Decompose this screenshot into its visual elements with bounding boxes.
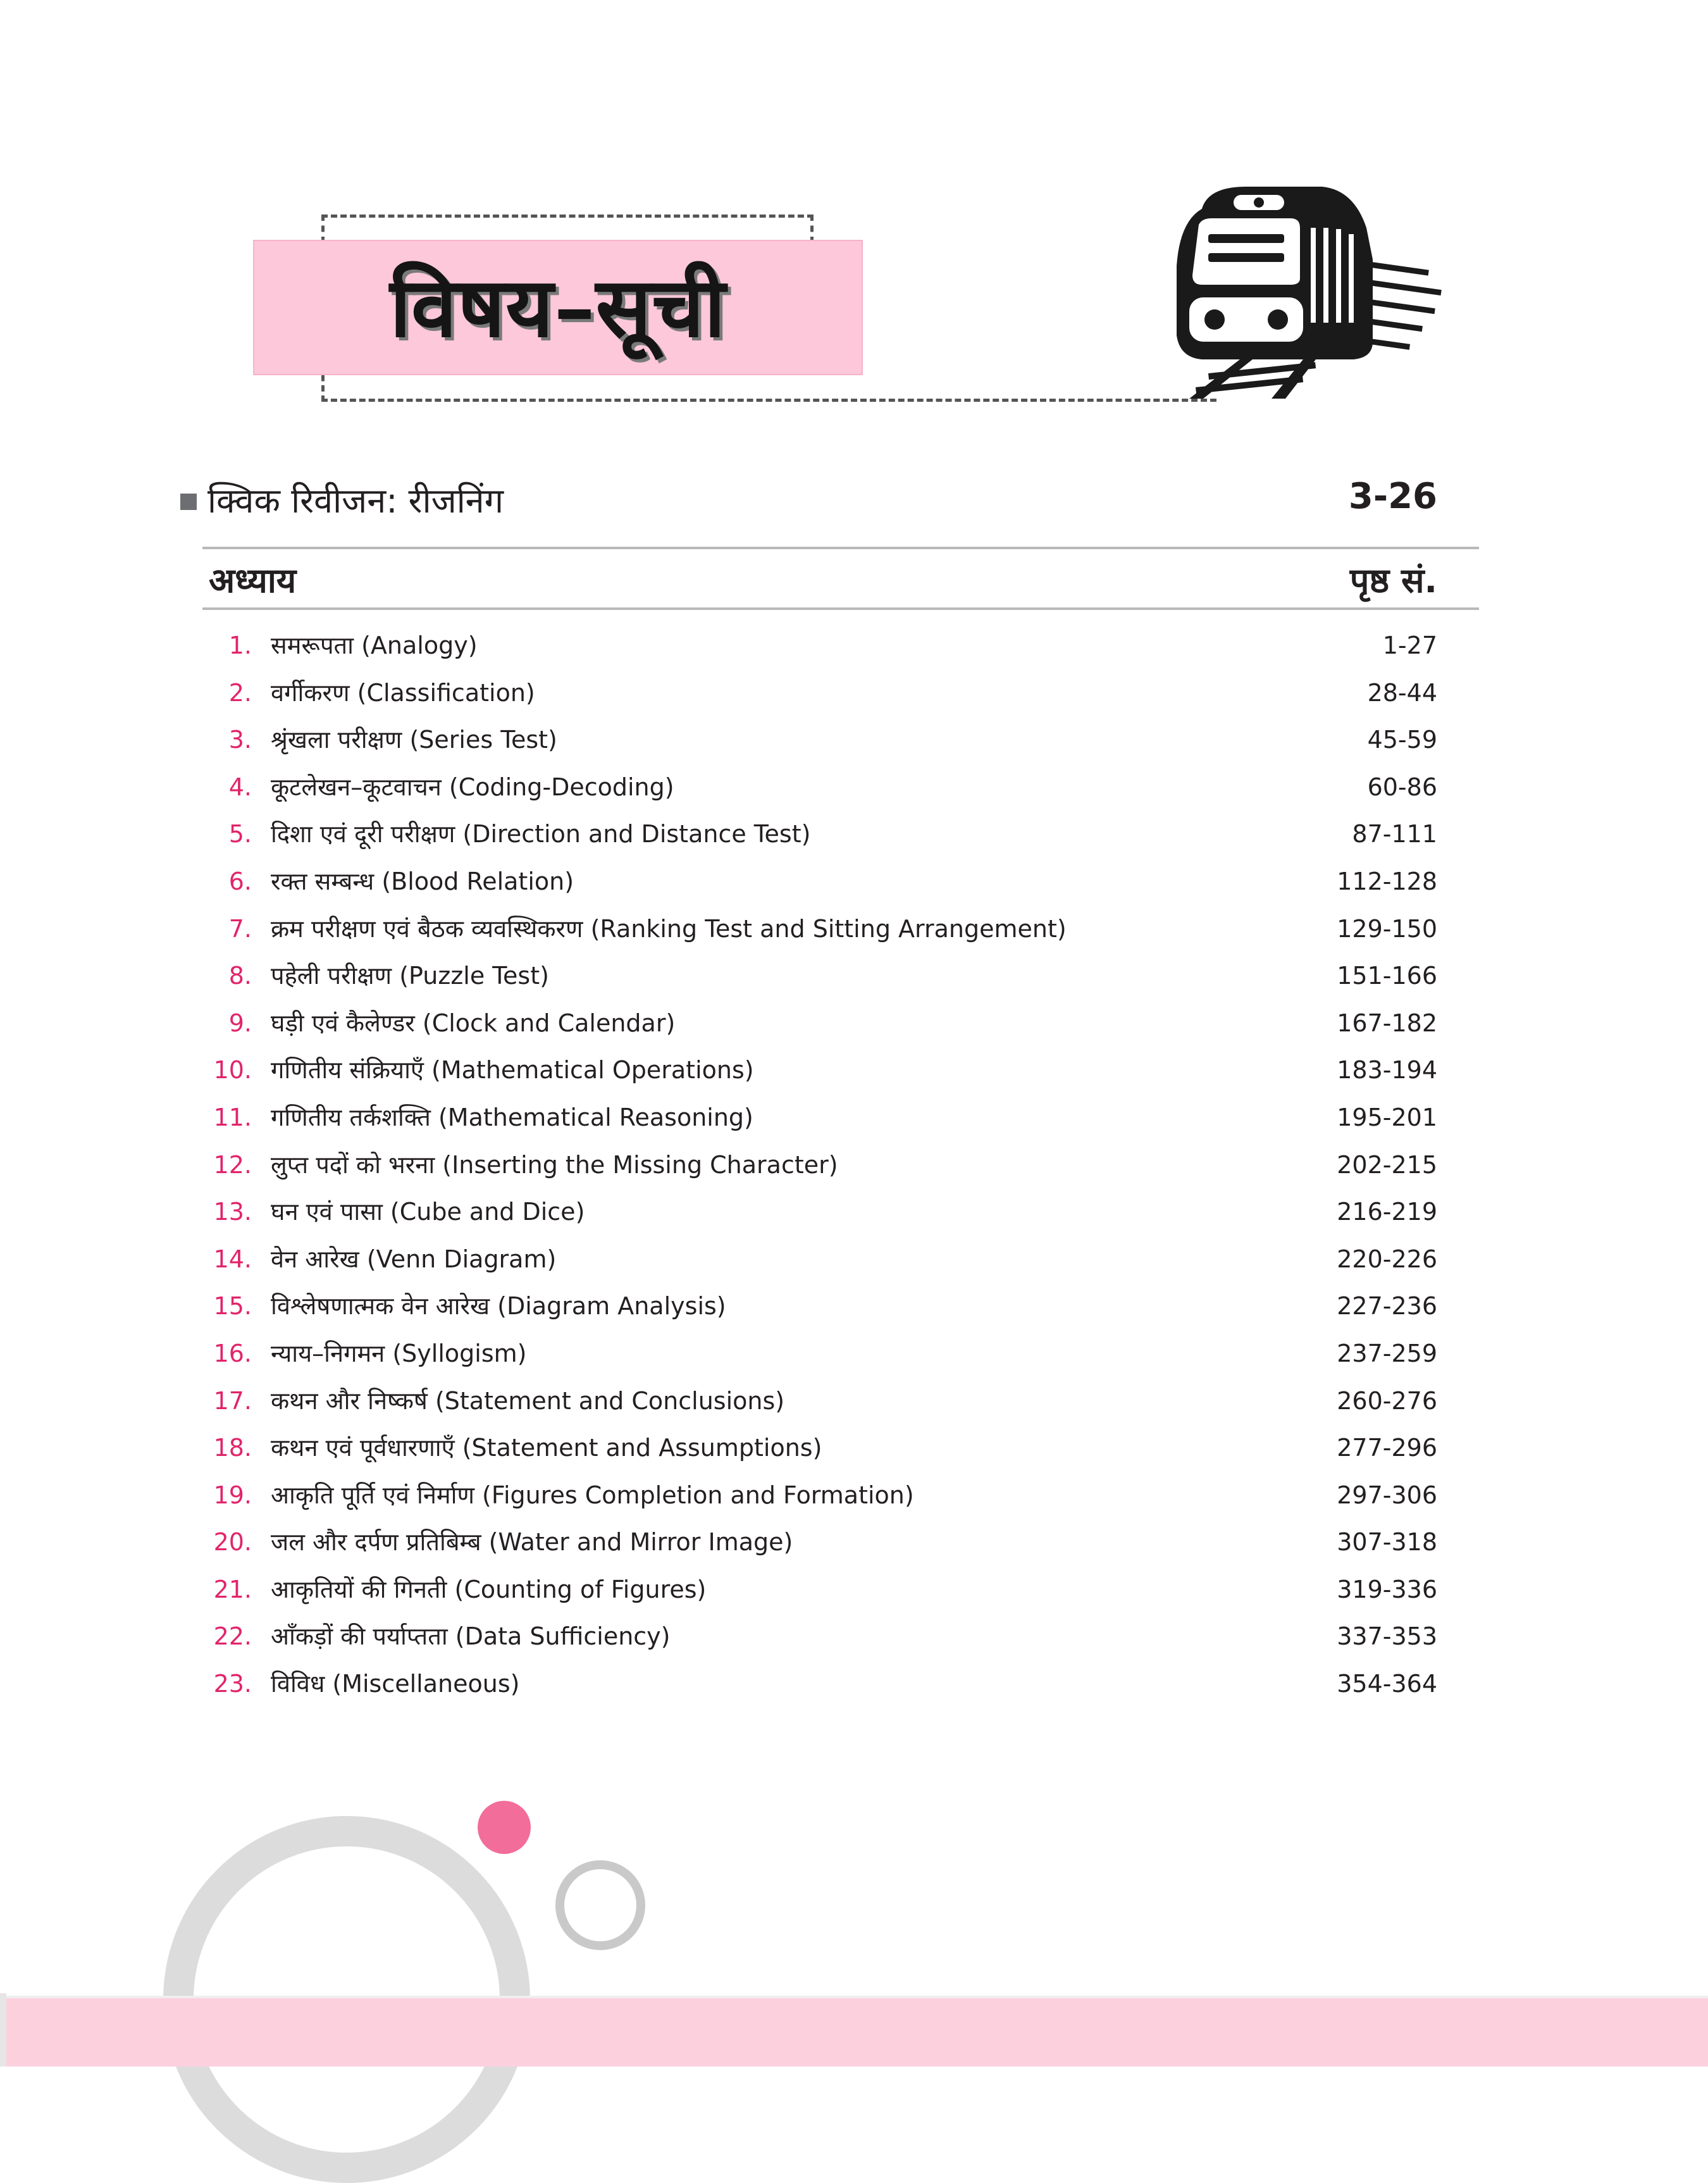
column-header-chapter: अध्याय (209, 561, 297, 600)
chapter-row[interactable] (209, 815, 1437, 862)
chapter-row[interactable] (209, 674, 1437, 721)
chapter-title: रक्त सम्बन्ध (Blood Relation) (271, 867, 574, 895)
chapter-row[interactable] (209, 1240, 1437, 1288)
chapter-pages: 195-201 (1337, 1103, 1437, 1131)
chapter-row[interactable] (209, 1665, 1437, 1712)
chapter-row[interactable] (209, 626, 1437, 674)
chapter-row[interactable] (209, 1004, 1437, 1052)
chapter-title: न्याय–निगमन (Syllogism) (271, 1339, 527, 1367)
chapter-pages: 1-27 (1382, 631, 1437, 659)
divider (202, 547, 1479, 549)
chapter-pages: 319-336 (1337, 1575, 1437, 1603)
chapter-row[interactable] (209, 910, 1437, 957)
chapter-row[interactable] (209, 1523, 1437, 1570)
train-icon (1164, 183, 1455, 405)
chapter-number: 10. (213, 1056, 252, 1085)
chapter-number: 23. (213, 1670, 252, 1698)
chapter-row[interactable] (209, 1570, 1437, 1618)
chapter-row[interactable] (209, 957, 1437, 1004)
chapter-title: आकृतियों की गिनती (Counting of Figures) (271, 1575, 707, 1603)
chapter-number: 1. (228, 631, 252, 659)
chapter-row[interactable] (209, 1051, 1437, 1098)
chapter-pages: 129-150 (1337, 914, 1437, 943)
chapter-number: 2. (228, 678, 252, 707)
page-title: विषय–सूची (390, 259, 726, 356)
chapter-number: 15. (213, 1292, 252, 1321)
chapter-pages: 237-259 (1337, 1339, 1437, 1367)
chapter-title: समरूपता (Analogy) (271, 631, 478, 659)
chapter-title: गणितीय संक्रियाएँ (Mathematical Operations) (271, 1056, 754, 1085)
chapter-number: 3. (228, 726, 252, 754)
chapter-pages: 354-364 (1337, 1670, 1437, 1698)
chapter-title: घड़ी एवं कैलेण्डर (Clock and Calendar) (271, 1009, 676, 1037)
chapter-pages: 216-219 (1337, 1198, 1437, 1226)
chapter-pages: 220-226 (1337, 1245, 1437, 1273)
chapter-number: 22. (213, 1622, 252, 1651)
chapter-number: 20. (213, 1528, 252, 1557)
chapter-title: आँकड़ों की पर्याप्तता (Data Sufficiency) (271, 1622, 671, 1651)
chapter-row[interactable] (209, 1146, 1437, 1193)
section-page-range: 3-26 (1348, 476, 1437, 517)
chapter-number: 13. (213, 1198, 252, 1226)
chapter-title: कथन एवं पूर्वधारणाएँ (Statement and Assumptions) (271, 1434, 822, 1462)
title-banner (254, 241, 862, 374)
chapter-title: विविध (Miscellaneous) (271, 1670, 520, 1698)
chapter-title: गणितीय तर्कशक्ति (Mathematical Reasoning) (271, 1103, 753, 1131)
chapter-row[interactable] (209, 1334, 1437, 1382)
chapter-title: जल और दर्पण प्रतिबिम्ब (Water and Mirror Image) (271, 1528, 793, 1557)
chapter-row[interactable] (209, 1617, 1437, 1665)
chapter-number: 18. (213, 1434, 252, 1462)
chapter-pages: 151-166 (1337, 962, 1437, 990)
chapter-pages: 87-111 (1352, 820, 1437, 849)
chapter-pages: 337-353 (1337, 1622, 1437, 1651)
section-title: क्विक रिवीजन: रीजनिंग (207, 481, 504, 521)
chapter-pages: 260-276 (1337, 1386, 1437, 1415)
decorative-dot (478, 1801, 531, 1854)
chapter-title: आकृति पूर्ति एवं निर्माण (Figures Completion and Formation) (271, 1481, 914, 1509)
chapter-pages: 202-215 (1337, 1150, 1437, 1179)
chapter-number: 21. (213, 1575, 252, 1603)
chapter-number: 7. (228, 914, 252, 943)
decorative-small-ring (555, 1860, 645, 1950)
square-bullet-icon (180, 494, 197, 510)
chapter-number: 17. (213, 1386, 252, 1415)
chapter-row[interactable] (209, 1476, 1437, 1524)
chapter-number: 4. (228, 773, 252, 801)
footer-edge (0, 1993, 6, 2067)
chapter-title: श्रृंखला परीक्षण (Series Test) (271, 726, 557, 754)
chapter-row[interactable] (209, 1382, 1437, 1429)
chapter-title: पहेली परीक्षण (Puzzle Test) (271, 962, 549, 990)
chapter-number: 5. (228, 820, 252, 849)
chapter-row[interactable] (209, 1287, 1437, 1334)
chapter-number: 16. (213, 1339, 252, 1367)
chapter-number: 14. (213, 1245, 252, 1273)
chapter-pages: 112-128 (1337, 867, 1437, 895)
chapter-title: वर्गीकरण (Classification) (271, 678, 535, 707)
chapter-number: 11. (213, 1103, 252, 1131)
chapter-number: 19. (213, 1481, 252, 1509)
chapter-title: कूटलेखन–कूटवाचन (Coding-Decoding) (271, 773, 674, 801)
chapter-number: 6. (228, 867, 252, 895)
chapter-pages: 45-59 (1367, 726, 1437, 754)
title-dashed-frame-top (321, 215, 814, 243)
chapter-row[interactable] (209, 862, 1437, 910)
chapter-row[interactable] (209, 1429, 1437, 1476)
chapter-row[interactable] (209, 721, 1437, 768)
chapter-pages: 227-236 (1337, 1292, 1437, 1321)
chapter-pages: 297-306 (1337, 1481, 1437, 1509)
chapter-pages: 307-318 (1337, 1528, 1437, 1557)
chapter-title: विश्लेषणात्मक वेन आरेख (Diagram Analysis) (271, 1292, 726, 1321)
chapter-row[interactable] (209, 1098, 1437, 1146)
chapter-pages: 28-44 (1367, 678, 1437, 707)
chapter-row[interactable] (209, 1193, 1437, 1240)
chapter-number: 12. (213, 1150, 252, 1179)
chapter-title: वेन आरेख (Venn Diagram) (271, 1245, 557, 1273)
chapter-list (209, 626, 1437, 1712)
chapter-pages: 60-86 (1367, 773, 1437, 801)
chapter-title: कथन और निष्कर्ष (Statement and Conclusions) (271, 1386, 785, 1415)
chapter-title: क्रम परीक्षण एवं बैठक व्यवस्थिकरण (Ranking Test and Sitting Arrangement) (271, 914, 1067, 943)
chapter-number: 8. (228, 962, 252, 990)
chapter-row[interactable] (209, 768, 1437, 816)
chapter-title: लुप्त पदों को भरना (Inserting the Missing Character) (271, 1150, 838, 1179)
chapter-pages: 167-182 (1337, 1009, 1437, 1037)
chapter-pages: 277-296 (1337, 1434, 1437, 1462)
chapter-title: घन एवं पासा (Cube and Dice) (271, 1198, 585, 1226)
chapter-title: दिशा एवं दूरी परीक्षण (Direction and Distance Test) (271, 820, 811, 849)
chapter-pages: 183-194 (1337, 1056, 1437, 1085)
chapter-number: 9. (228, 1009, 252, 1037)
column-header-page-number: पृष्ठ सं. (1349, 561, 1437, 600)
footer-band (0, 1996, 1708, 2067)
divider (202, 607, 1479, 610)
